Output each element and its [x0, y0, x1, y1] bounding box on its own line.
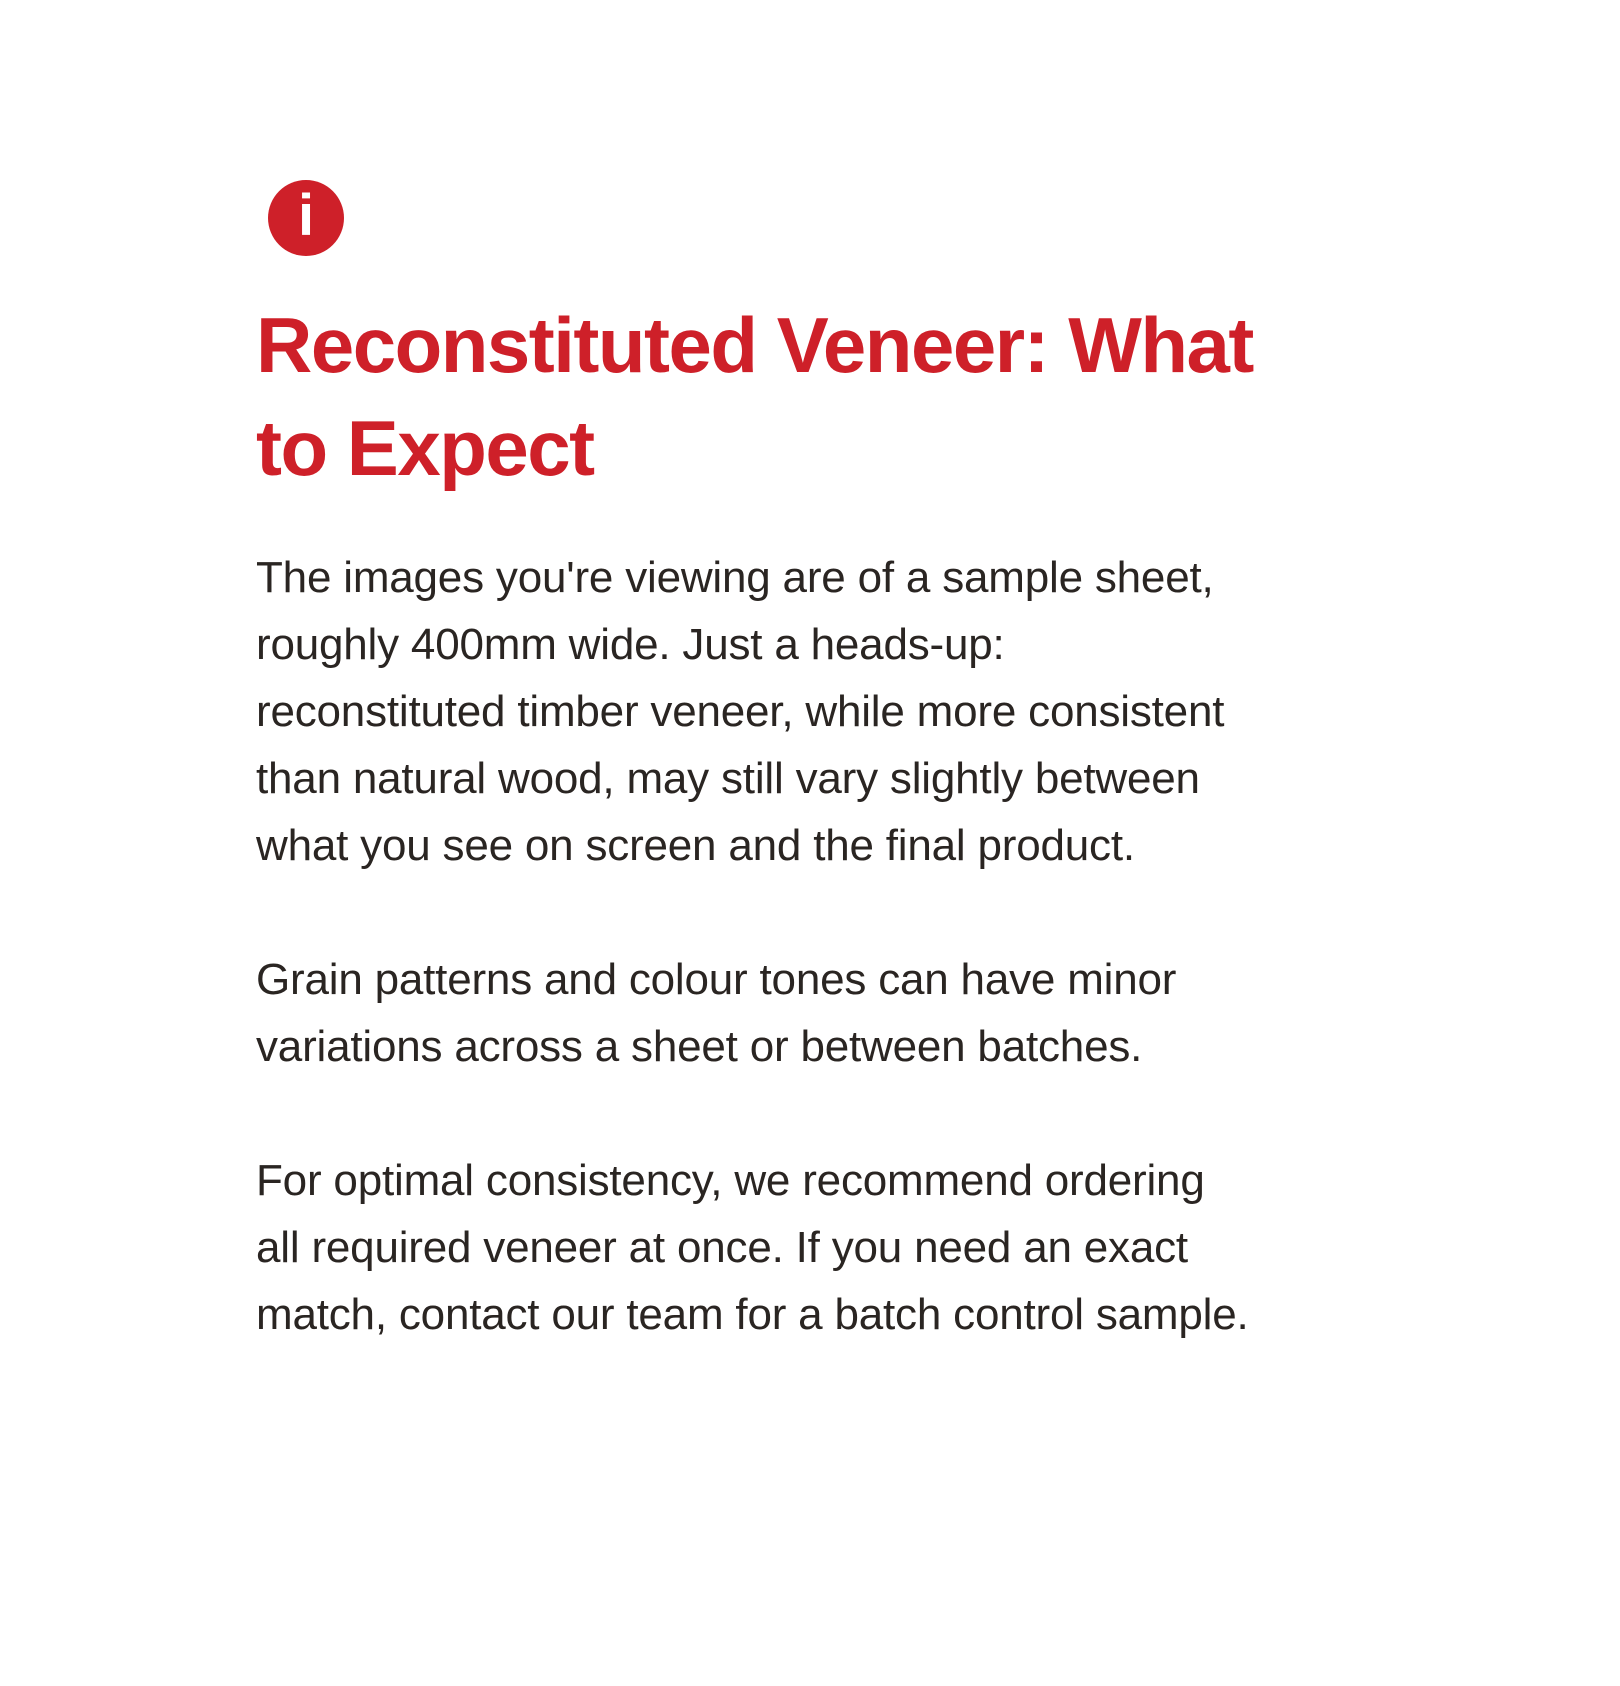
info-icon-glyph: i [297, 183, 315, 248]
paragraph-ordering-advice: For optimal consistency, we recommend ordering all required veneer at once. If you need an exact match, contact our team for a batch control sample. [256, 1156, 1249, 1339]
paragraph-sample-sheet: The images you're viewing are of a sample sheet, roughly 400mm wide. Just a heads-up: reconstituted timber veneer, while more consistent than natural wood, may still vary slightly between what you see on screen and the final product. [256, 553, 1225, 870]
info-icon [268, 180, 344, 256]
paragraph-grain-variation: Grain patterns and colour tones can have minor variations across a sheet or between batches. [256, 955, 1177, 1071]
info-panel [256, 180, 1256, 1348]
panel-heading: Reconstituted Veneer: What to Expect [256, 301, 1253, 492]
